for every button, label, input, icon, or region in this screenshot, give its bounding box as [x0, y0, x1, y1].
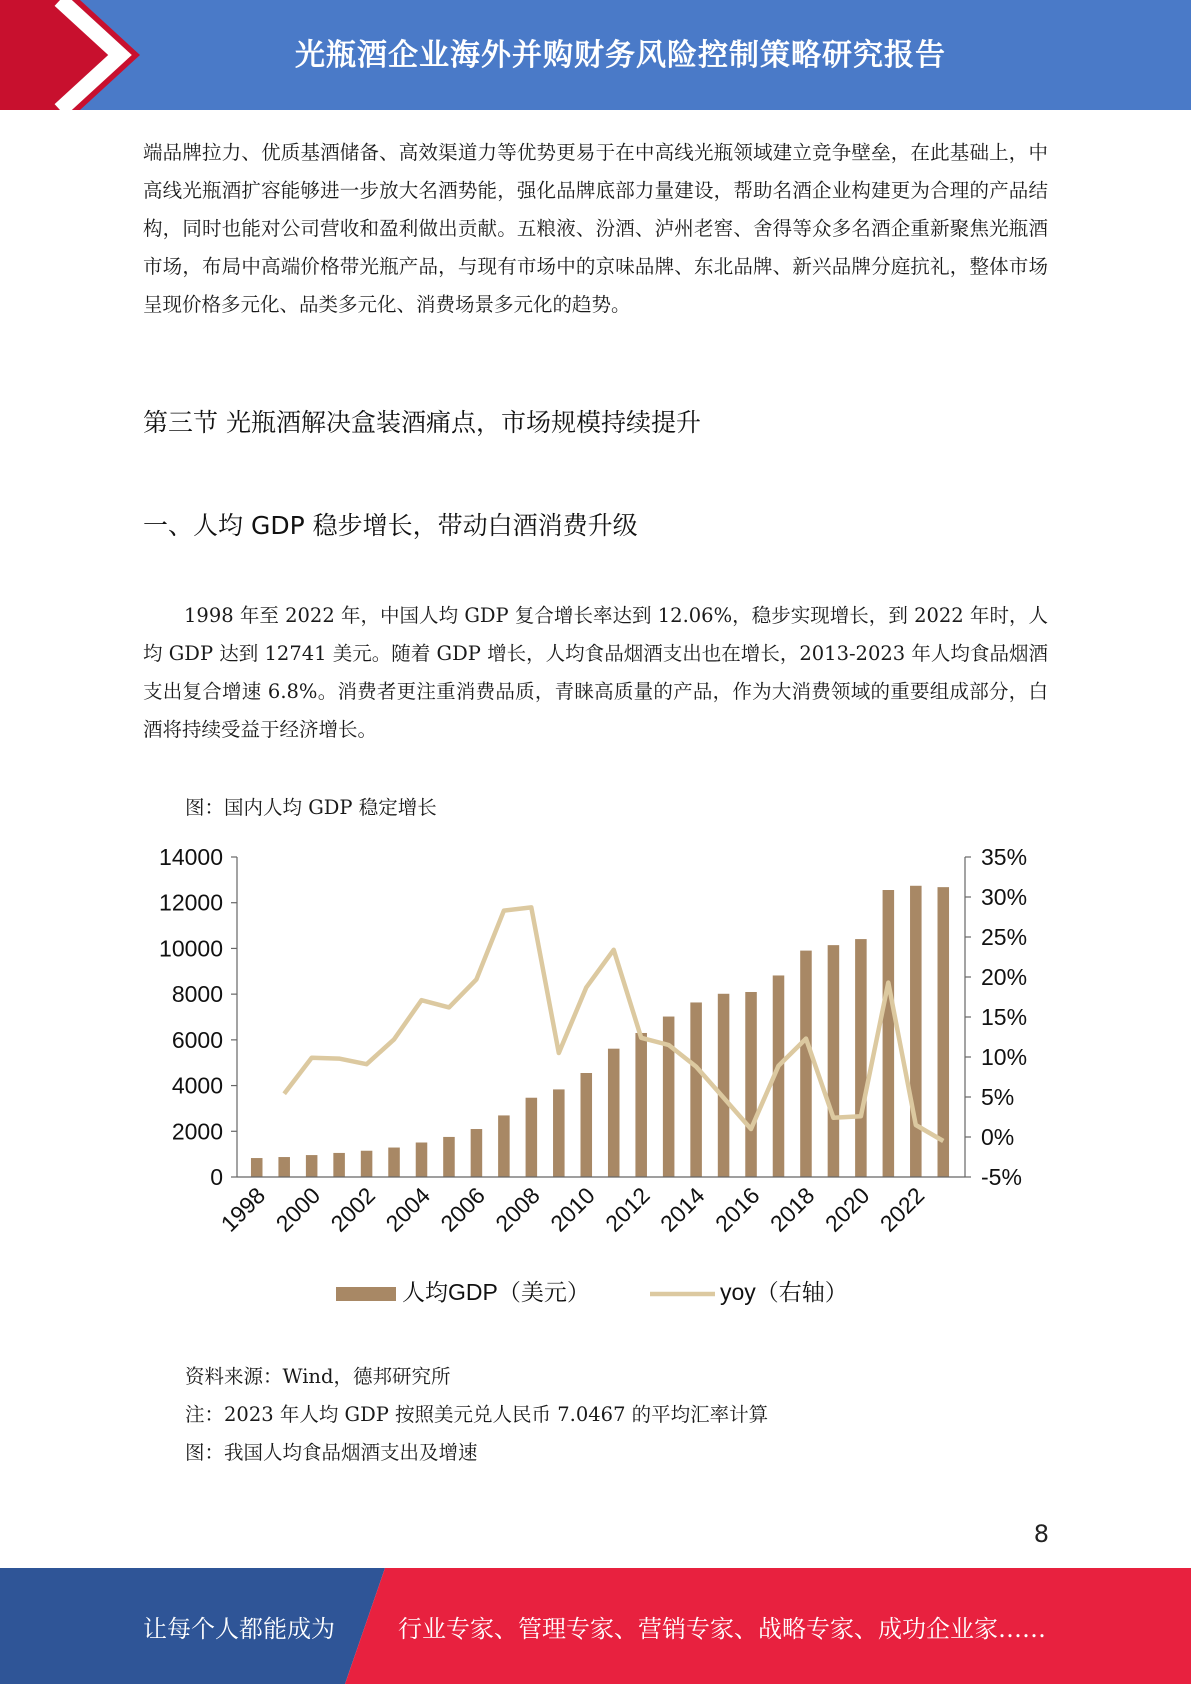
subsection-title: 一、人均 GDP 稳步增长，带动白酒消费升级 — [143, 511, 638, 540]
page-footer — [0, 1568, 1191, 1684]
legend-line-label: yoy（右轴） — [720, 1279, 848, 1305]
footer-slogan-left: 让每个人都能成为 — [143, 1614, 335, 1643]
x-tick-label: 2000 — [270, 1182, 326, 1237]
gdp-bar — [498, 1115, 510, 1177]
gdp-bar — [910, 886, 922, 1177]
left-tick-label: 10000 — [159, 935, 223, 962]
right-tick-label: 25% — [981, 924, 1028, 950]
header-arrow-decoration — [0, 0, 160, 110]
gdp-bar — [333, 1153, 345, 1177]
right-tick-label: -5% — [981, 1164, 1022, 1190]
gdp-bar — [608, 1049, 620, 1177]
gdp-bar — [278, 1157, 290, 1177]
footnote: 注：2023 年人均 GDP 按照美元兑人民币 7.0467 的平均汇率计算 — [185, 1403, 769, 1426]
section-title: 第三节 光瓶酒解决盒装酒痛点，市场规模持续提升 — [143, 408, 701, 437]
x-tick-label: 2002 — [325, 1182, 381, 1237]
left-tick-label: 4000 — [171, 1072, 223, 1099]
gdp-bar — [251, 1158, 263, 1177]
figure-2-caption: 图：我国人均食品烟酒支出及增速 — [185, 1441, 478, 1464]
source-note: 资料来源：Wind，德邦研究所 — [185, 1365, 451, 1388]
gdp-bar — [800, 951, 812, 1177]
left-tick-label: 12000 — [159, 889, 223, 916]
x-tick-label: 2008 — [490, 1182, 545, 1237]
gdp-bar — [635, 1033, 647, 1177]
paragraph-2: 1998 年至 2022 年，中国人均 GDP 复合增长率达到 12.06%，稳步实现增长，到 2022 年时，人均 GDP 达到 12741 美元。随着 GDP 增长，人均食品烟酒支出也在增长，2013-2023 年人均食品烟酒支出复合增速 6.8%。消费者更注重消费品质，青睐高质量的产品，作为大消费领域的重要组成部分，白酒将持续受益于经济增长。 — [143, 604, 1048, 741]
x-tick-label: 2004 — [380, 1182, 436, 1237]
x-tick-label: 2020 — [819, 1182, 875, 1237]
right-tick-label: 20% — [981, 964, 1028, 990]
gdp-bar — [581, 1073, 593, 1177]
gdp-bar — [361, 1151, 373, 1177]
gdp-bar — [663, 1017, 675, 1177]
right-tick-label: 10% — [981, 1044, 1028, 1070]
left-tick-label: 0 — [210, 1164, 223, 1190]
x-tick-label: 2022 — [874, 1182, 930, 1237]
gdp-bar — [745, 992, 757, 1177]
gdp-bar — [416, 1143, 428, 1177]
left-tick-label: 6000 — [171, 1026, 223, 1053]
gdp-bar — [443, 1137, 455, 1177]
right-tick-label: 35% — [981, 844, 1028, 870]
x-tick-label: 2010 — [545, 1182, 600, 1237]
gdp-bar — [883, 890, 895, 1177]
report-title: 光瓶酒企业海外并购财务风险控制策略研究报告 — [295, 38, 946, 73]
gdp-bar — [471, 1129, 483, 1177]
page-header — [0, 0, 1191, 110]
right-tick-label: 30% — [981, 884, 1028, 910]
x-tick-label: 2018 — [764, 1182, 820, 1237]
left-tick-label: 2000 — [171, 1118, 223, 1145]
gdp-bar — [718, 994, 730, 1177]
gdp-bar — [938, 887, 950, 1177]
right-tick-label: 5% — [981, 1084, 1015, 1110]
x-tick-label: 2006 — [435, 1182, 490, 1237]
x-tick-label: 2014 — [655, 1182, 710, 1237]
bar-series — [251, 886, 949, 1177]
gdp-bar — [306, 1155, 318, 1177]
legend-bar-label: 人均GDP（美元） — [402, 1279, 590, 1305]
gdp-chart — [140, 830, 1060, 1330]
x-tick-label: 2012 — [600, 1182, 655, 1237]
right-tick-label: 15% — [981, 1004, 1028, 1030]
gdp-bar — [526, 1098, 538, 1177]
right-axis — [965, 844, 1027, 1190]
left-axis — [159, 844, 237, 1190]
left-tick-label: 8000 — [171, 981, 223, 1008]
right-tick-label: 0% — [981, 1124, 1015, 1150]
x-tick-label: 1998 — [215, 1182, 271, 1237]
paragraph-1: 端品牌拉力、优质基酒储备、高效渠道力等优势更易于在中高线光瓶领域建立竞争壁垒，在此基础上，中高线光瓶酒扩容能够进一步放大名酒势能，强化品牌底部力量建设，帮助名酒企业构建更为合理的产品结构，同时也能对公司营收和盈利做出贡献。五粮液、汾酒、泸州老窖、舍得等众多名酒企重新聚焦光瓶酒市场，布局中高端价格带光瓶产品，与现有市场中的京味品牌、东北品牌、新兴品牌分庭抗礼，整体市场呈现价格多元化、品类多元化、消费场景多元化的趋势。 — [143, 141, 1048, 316]
x-tick-label: 2016 — [710, 1182, 765, 1237]
gdp-bar — [828, 945, 840, 1177]
left-tick-label: 14000 — [159, 844, 223, 870]
x-axis — [216, 1177, 965, 1237]
gdp-bar — [690, 1002, 702, 1177]
chart-legend — [336, 1279, 848, 1305]
page-number: 8 — [1033, 1520, 1049, 1548]
figure-caption: 图：国内人均 GDP 稳定增长 — [185, 796, 437, 819]
legend-bar-swatch — [336, 1287, 396, 1301]
gdp-bar — [388, 1148, 400, 1177]
gdp-bar — [553, 1089, 565, 1177]
footer-slogan-right: 行业专家、管理专家、营销专家、战略专家、成功企业家…… — [398, 1614, 1046, 1643]
gdp-bar — [855, 939, 867, 1177]
